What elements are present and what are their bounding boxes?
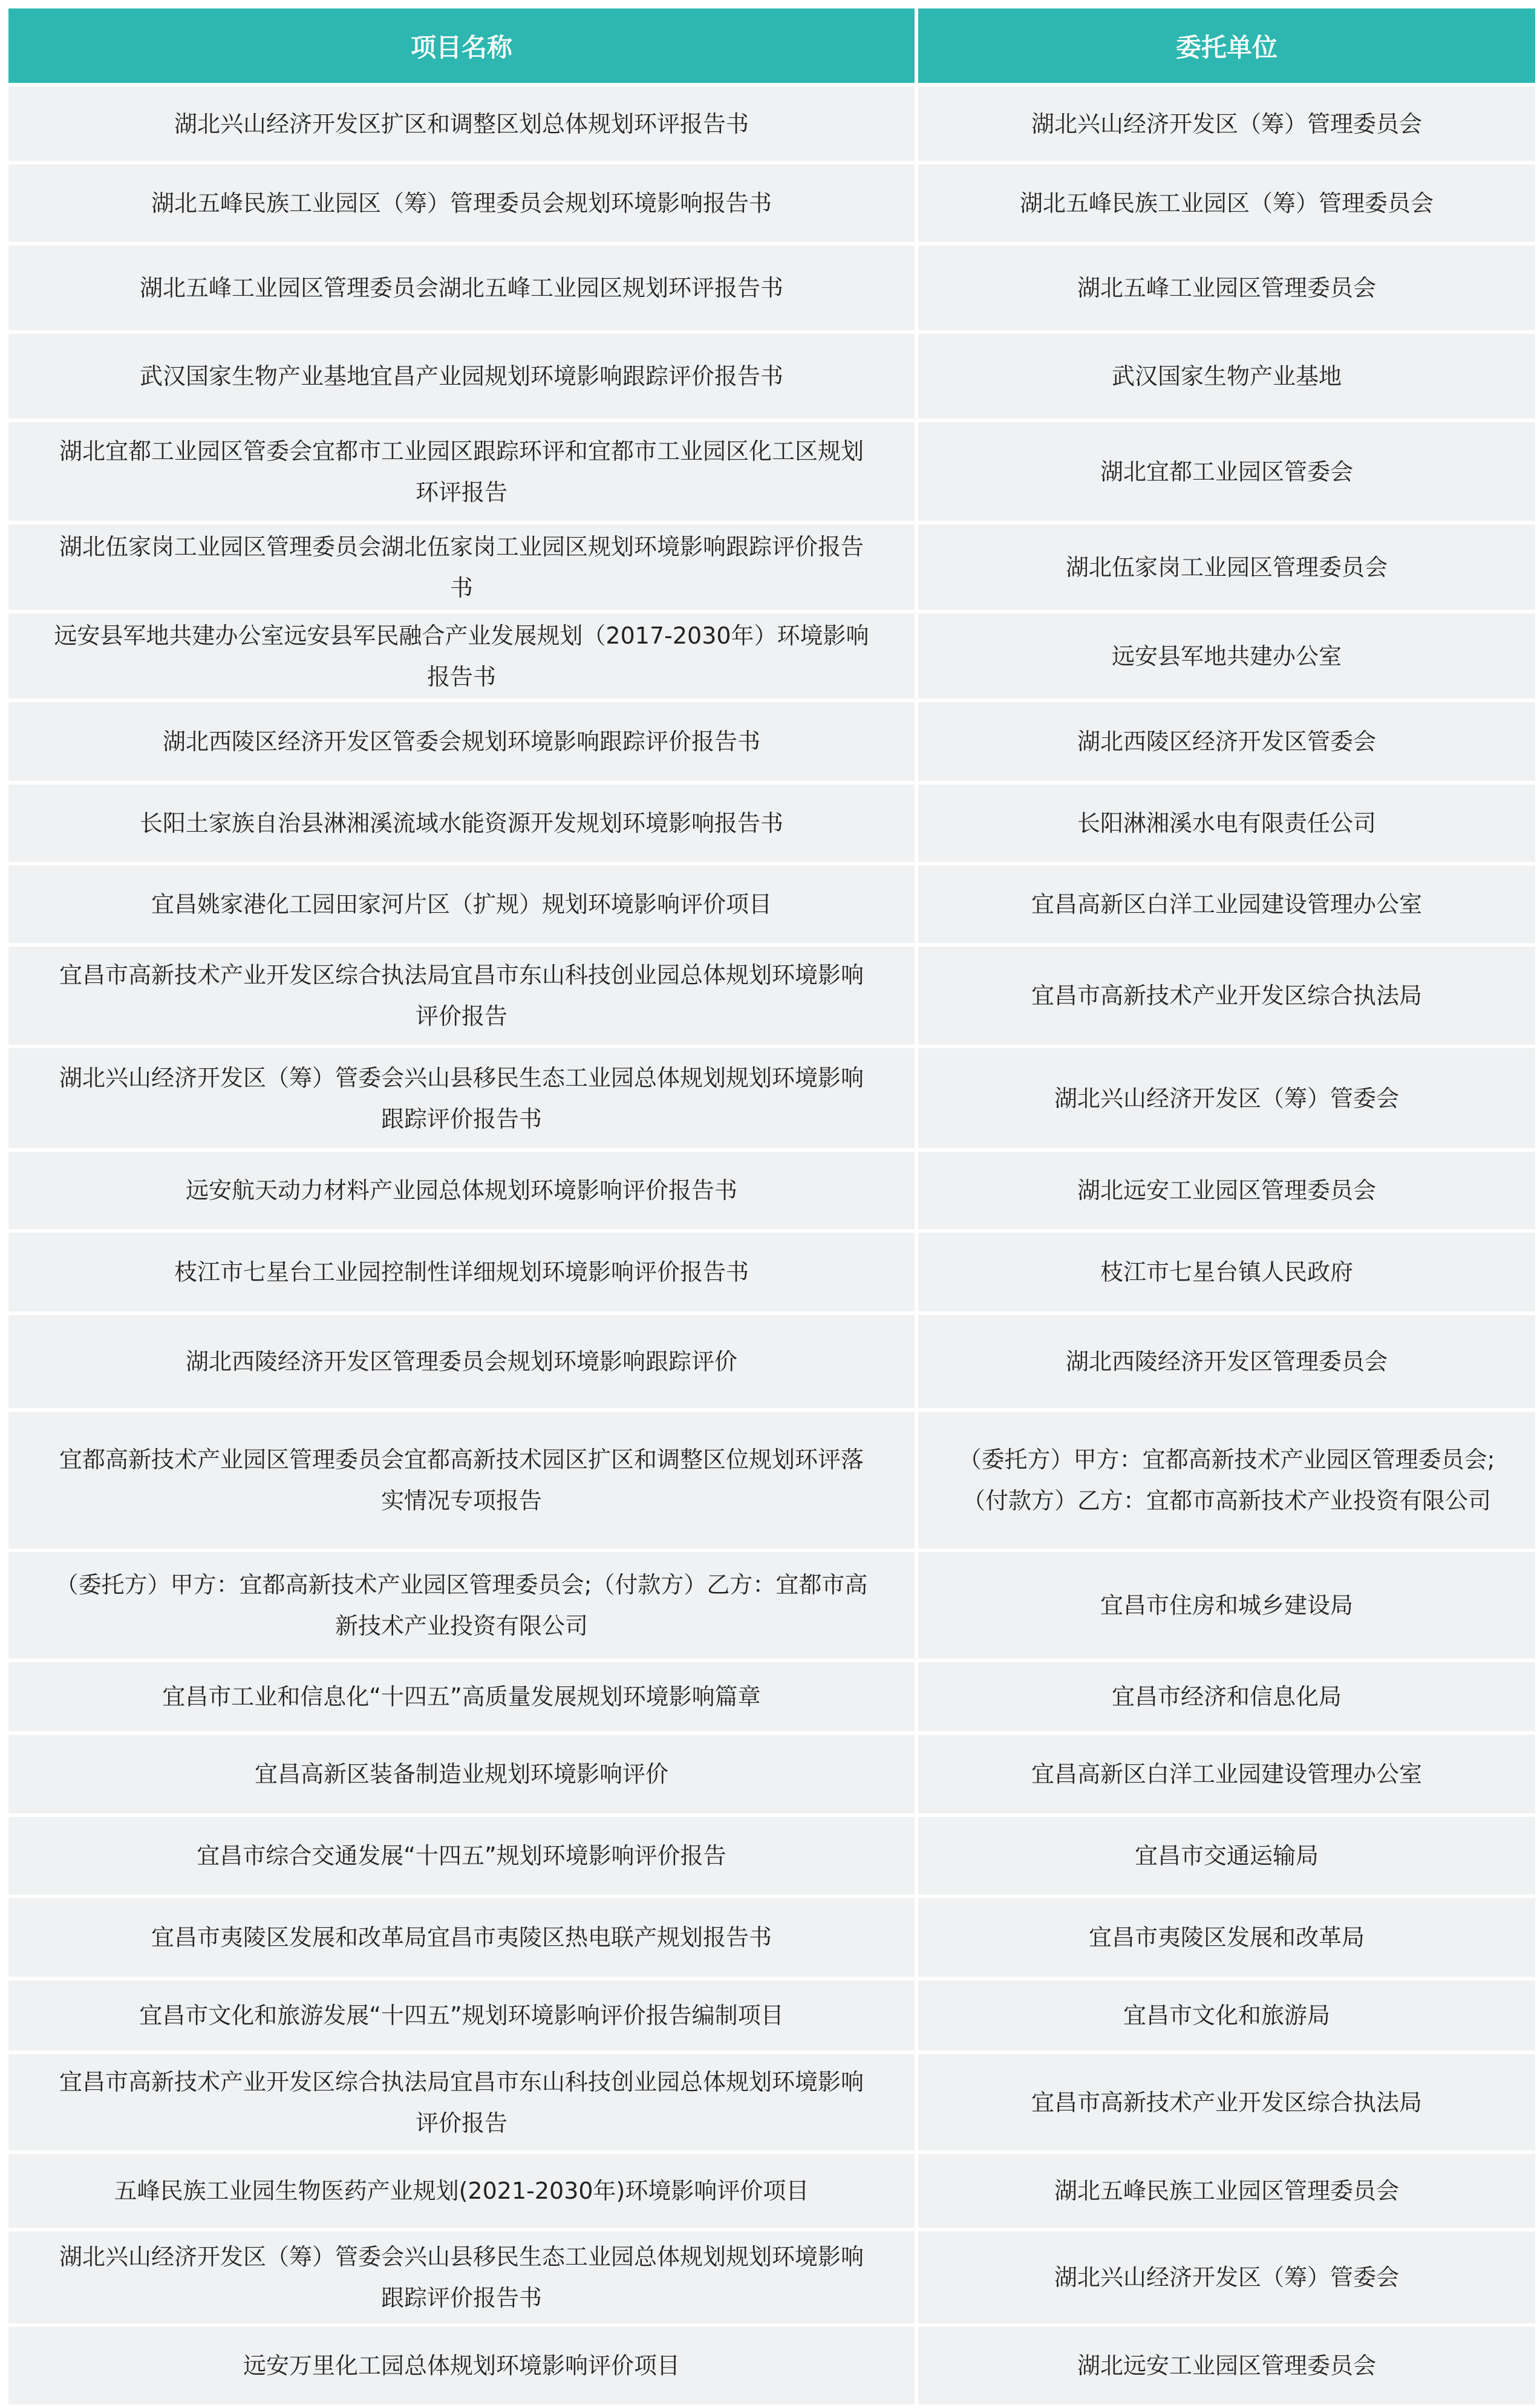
client-unit-cell bbox=[918, 613, 1535, 699]
client-unit-text: 宜昌市高新技术产业开发区综合执法局 bbox=[1031, 2089, 1422, 2116]
table-row bbox=[8, 246, 1535, 330]
project-name-text: 远安县军地共建办公室远安县军民融合产业发展规划（2017-2030年）环境影响 报告书 bbox=[54, 622, 869, 690]
project-name-text: 湖北五峰工业园区管理委员会湖北五峰工业园区规划环评报告书 bbox=[139, 275, 783, 301]
table-row bbox=[8, 1048, 1535, 1148]
project-name-text: 湖北西陵区经济开发区管委会规划环境影响跟踪评价报告书 bbox=[162, 728, 760, 755]
client-unit-cell bbox=[918, 2154, 1535, 2228]
client-unit-text: 湖北西陵经济开发区管理委员会 bbox=[1065, 1348, 1388, 1375]
project-name-text: 湖北西陵经济开发区管理委员会规划环境影响跟踪评价 bbox=[185, 1348, 737, 1375]
project-name-text: 宜昌市高新技术产业开发区综合执法局宜昌市东山科技创业园总体规划环境影响 评价报告 bbox=[59, 962, 864, 1029]
table-row bbox=[8, 334, 1535, 419]
client-unit-text: 湖北伍家岗工业园区管理委员会 bbox=[1065, 553, 1388, 581]
project-name-text: 湖北五峰民族工业园区（筹）管理委员会规划环境影响报告书 bbox=[151, 190, 772, 217]
table-row bbox=[8, 524, 1535, 610]
table-row bbox=[8, 1817, 1535, 1894]
table-row bbox=[8, 422, 1535, 521]
project-name-text: 宜昌市工业和信息化“十四五”高质量发展规划环境影响篇章 bbox=[162, 1683, 761, 1710]
table-row bbox=[8, 2054, 1535, 2150]
table-row bbox=[8, 86, 1535, 161]
project-name-cell bbox=[8, 866, 915, 943]
table-row bbox=[8, 1152, 1535, 1229]
client-unit-cell bbox=[918, 2054, 1535, 2150]
project-name-cell bbox=[8, 246, 915, 330]
project-name-text: 宜昌高新区装备制造业规划环境影响评价 bbox=[254, 1761, 668, 1787]
project-name-cell bbox=[8, 947, 915, 1045]
client-unit-cell bbox=[918, 1048, 1535, 1148]
project-name-cell bbox=[8, 1233, 915, 1311]
client-unit-cell bbox=[918, 165, 1535, 242]
project-name-cell bbox=[8, 1735, 915, 1813]
table-row bbox=[8, 2327, 1535, 2404]
project-name-cell bbox=[8, 86, 915, 161]
project-name-cell bbox=[8, 2054, 915, 2150]
client-unit-text: 宜昌市交通运输局 bbox=[1134, 1842, 1319, 1869]
client-unit-text: 湖北兴山经济开发区（筹）管委会 bbox=[1054, 2264, 1399, 2291]
client-unit-cell bbox=[918, 1552, 1535, 1659]
table-row bbox=[8, 165, 1535, 242]
client-unit-text: 湖北五峰民族工业园区管理委员会 bbox=[1054, 2178, 1399, 2204]
client-unit-cell bbox=[918, 1152, 1535, 1229]
client-unit-text: （委托方）甲方：宜都高新技术产业园区管理委员会; （付款方）乙方：宜都市高新技术产业投资有限公司 bbox=[958, 1446, 1495, 1514]
project-name-cell bbox=[8, 1980, 915, 2051]
client-unit-cell bbox=[918, 1233, 1535, 1311]
table-row bbox=[8, 866, 1535, 943]
table-row bbox=[8, 613, 1535, 699]
client-unit-cell bbox=[918, 785, 1535, 862]
client-unit-text: 湖北兴山经济开发区（筹）管委会 bbox=[1054, 1085, 1399, 1112]
project-name-text: （委托方）甲方：宜都高新技术产业园区管理委员会;（付款方）乙方：宜都市高 新技术产业投资有限公司 bbox=[55, 1571, 868, 1639]
project-name-text: 长阳土家族自治县淋湘溪流域水能资源开发规划环境影响报告书 bbox=[139, 810, 783, 837]
project-name-text: 湖北宜都工业园区管委会宜都市工业园区跟踪环评和宜都市工业园区化工区规划 环评报告 bbox=[59, 437, 864, 506]
client-unit-text: 枝江市七星台镇人民政府 bbox=[1100, 1259, 1353, 1285]
table-row bbox=[8, 1233, 1535, 1311]
table-row bbox=[8, 1662, 1535, 1731]
project-name-cell bbox=[8, 2327, 915, 2404]
project-name-text: 宜昌市夷陵区发展和改革局宜昌市夷陵区热电联产规划报告书 bbox=[151, 1924, 772, 1951]
project-name-cell bbox=[8, 1152, 915, 1229]
project-name-text: 湖北兴山经济开发区（筹）管委会兴山县移民生态工业园总体规划规划环境影响 跟踪评价报告书 bbox=[59, 2243, 864, 2311]
project-name-cell bbox=[8, 1412, 915, 1548]
client-unit-cell bbox=[918, 1662, 1535, 1731]
project-name-text: 湖北兴山经济开发区扩区和调整区划总体规划环评报告书 bbox=[174, 110, 749, 137]
table-row bbox=[8, 947, 1535, 1045]
client-unit-cell bbox=[918, 1817, 1535, 1894]
table-row bbox=[8, 1412, 1535, 1548]
project-name-cell bbox=[8, 1315, 915, 1408]
client-unit-text: 湖北兴山经济开发区（筹）管理委员会 bbox=[1031, 110, 1422, 137]
column-header-client: 委托单位 bbox=[918, 8, 1535, 83]
project-name-text: 宜昌市高新技术产业开发区综合执法局宜昌市东山科技创业园总体规划环境影响 评价报告 bbox=[59, 2068, 864, 2136]
client-unit-text: 湖北五峰工业园区管理委员会 bbox=[1077, 275, 1376, 301]
project-name-cell bbox=[8, 422, 915, 521]
table-body bbox=[8, 86, 1535, 2404]
client-unit-text: 宜昌市夷陵区发展和改革局 bbox=[1088, 1924, 1365, 1951]
table-header-row bbox=[8, 8, 1535, 83]
client-unit-cell bbox=[918, 947, 1535, 1045]
project-name-cell bbox=[8, 1817, 915, 1894]
client-unit-cell bbox=[918, 1315, 1535, 1408]
project-name-cell bbox=[8, 785, 915, 862]
client-unit-text: 湖北远安工业园区管理委员会 bbox=[1077, 2352, 1376, 2379]
client-unit-cell bbox=[918, 422, 1535, 521]
client-unit-text: 长阳淋湘溪水电有限责任公司 bbox=[1077, 810, 1376, 837]
project-name-text: 远安航天动力材料产业园总体规划环境影响评价报告书 bbox=[185, 1177, 737, 1204]
client-unit-cell bbox=[918, 1898, 1535, 1977]
project-name-text: 湖北兴山经济开发区（筹）管委会兴山县移民生态工业园总体规划规划环境影响 跟踪评价报告书 bbox=[59, 1064, 864, 1132]
table-row bbox=[8, 2154, 1535, 2228]
table-row bbox=[8, 785, 1535, 862]
project-name-cell bbox=[8, 702, 915, 781]
project-name-cell bbox=[8, 1662, 915, 1731]
client-unit-text: 宜昌市住房和城乡建设局 bbox=[1100, 1592, 1353, 1619]
client-unit-text: 宜昌高新区白洋工业园建设管理办公室 bbox=[1031, 891, 1422, 918]
project-name-text: 武汉国家生物产业基地宜昌产业园规划环境影响跟踪评价报告书 bbox=[139, 363, 783, 390]
project-name-cell bbox=[8, 613, 915, 699]
client-unit-text: 宜昌市文化和旅游局 bbox=[1123, 2002, 1330, 2029]
client-unit-cell bbox=[918, 246, 1535, 330]
project-name-cell bbox=[8, 1898, 915, 1977]
project-name-cell bbox=[8, 2231, 915, 2323]
client-unit-cell bbox=[918, 2231, 1535, 2323]
client-unit-text: 宜昌高新区白洋工业园建设管理办公室 bbox=[1031, 1761, 1422, 1787]
table-row bbox=[8, 1898, 1535, 1977]
project-name-cell bbox=[8, 524, 915, 610]
column-header-project: 项目名称 bbox=[8, 8, 915, 83]
client-unit-cell bbox=[918, 524, 1535, 610]
client-unit-cell bbox=[918, 1980, 1535, 2051]
client-unit-text: 湖北西陵区经济开发区管委会 bbox=[1077, 728, 1376, 755]
project-table bbox=[5, 5, 1539, 2408]
client-unit-cell bbox=[918, 866, 1535, 943]
project-name-text: 宜昌姚家港化工园田家河片区（扩规）规划环境影响评价项目 bbox=[151, 891, 772, 918]
project-name-cell bbox=[8, 334, 915, 419]
table-row bbox=[8, 1735, 1535, 1813]
project-name-cell bbox=[8, 2154, 915, 2228]
client-unit-cell bbox=[918, 86, 1535, 161]
client-unit-text: 武汉国家生物产业基地 bbox=[1111, 363, 1342, 390]
client-unit-text: 湖北五峰民族工业园区（筹）管理委员会 bbox=[1019, 190, 1434, 217]
project-name-text: 宜昌市文化和旅游发展“十四五”规划环境影响评价报告编制项目 bbox=[139, 2002, 784, 2029]
project-name-text: 湖北伍家岗工业园区管理委员会湖北伍家岗工业园区规划环境影响跟踪评价报告 书 bbox=[59, 533, 864, 601]
project-name-text: 宜昌市综合交通发展“十四五”规划环境影响评价报告 bbox=[197, 1842, 726, 1869]
client-unit-text: 宜昌市高新技术产业开发区综合执法局 bbox=[1031, 982, 1422, 1009]
project-name-cell bbox=[8, 165, 915, 242]
client-unit-cell bbox=[918, 334, 1535, 419]
client-unit-cell bbox=[918, 1735, 1535, 1813]
project-name-text: 宜都高新技术产业园区管理委员会宜都高新技术园区扩区和调整区位规划环评落 实情况专项报告 bbox=[59, 1446, 864, 1514]
client-unit-cell bbox=[918, 1412, 1535, 1548]
project-name-text: 远安万里化工园总体规划环境影响评价项目 bbox=[243, 2352, 680, 2379]
project-table-container bbox=[8, 8, 1535, 2408]
table-row bbox=[8, 1552, 1535, 1659]
table-row bbox=[8, 702, 1535, 781]
table-row bbox=[8, 1980, 1535, 2051]
client-unit-cell bbox=[918, 702, 1535, 781]
client-unit-cell bbox=[918, 2327, 1535, 2404]
table-row bbox=[8, 1315, 1535, 1408]
client-unit-text: 远安县军地共建办公室 bbox=[1111, 642, 1342, 670]
project-name-cell bbox=[8, 1048, 915, 1148]
project-name-cell bbox=[8, 1552, 915, 1659]
table-row bbox=[8, 2231, 1535, 2323]
client-unit-text: 宜昌市经济和信息化局 bbox=[1111, 1683, 1342, 1710]
project-name-text: 枝江市七星台工业园控制性详细规划环境影响评价报告书 bbox=[174, 1259, 749, 1285]
client-unit-text: 湖北远安工业园区管理委员会 bbox=[1077, 1177, 1376, 1204]
project-name-text: 五峰民族工业园生物医药产业规划(2021-2030年)环境影响评价项目 bbox=[114, 2178, 809, 2204]
client-unit-text: 湖北宜都工业园区管委会 bbox=[1100, 458, 1353, 485]
